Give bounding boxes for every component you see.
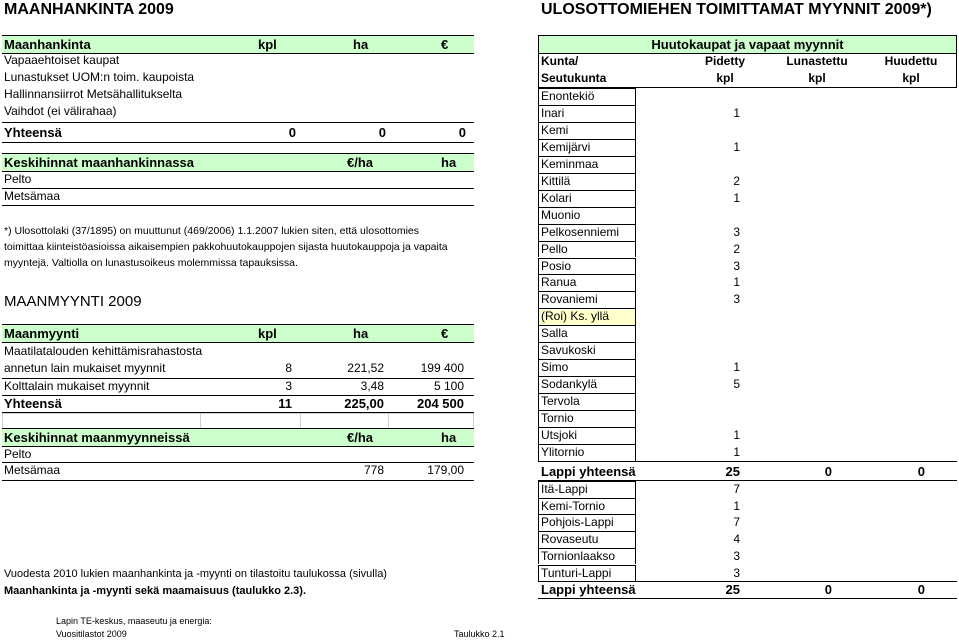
avg-myynti-row-label: Metsämaa: [4, 463, 61, 477]
footnote-line: *) Ulosottolaki (37/1895) on muuttunut (469/2006) 1.1.2007 lukien siten, että ulosottomies: [4, 225, 420, 237]
col-header-pidetty: Pidetty: [704, 54, 745, 68]
list-item-name: Kittilä: [541, 173, 571, 188]
list-item-name: Kemijärvi: [541, 139, 591, 154]
myynti-total-eur: 204 500: [417, 396, 464, 411]
list-item-name: Tervola: [541, 394, 580, 409]
huutokaupat-title: Huutokaupat ja vapaat myynnit: [651, 37, 844, 52]
myynti-row-ha: 221,52: [347, 361, 384, 375]
avg-hankinta-header-label: Keskihinnat maanhankinnassa: [4, 155, 195, 170]
hankinta-header-label: Maanhankinta: [4, 37, 91, 52]
list-item-pidetty: 1: [733, 190, 740, 205]
hankinta-header-ha: ha: [353, 37, 369, 52]
list-item-name: Posio: [541, 258, 572, 273]
footer-table-number: Taulukko 2.1: [454, 629, 505, 639]
list-item-name: Tornio: [541, 411, 574, 426]
list-item-name: Savukoski: [541, 343, 596, 358]
list-item-pidetty: 3: [733, 292, 740, 307]
hankinta-header-kpl: kpl: [258, 37, 277, 52]
list-item-pidetty: 1: [733, 444, 740, 459]
list-item-pidetty: 1: [733, 139, 740, 154]
col-header-huudettu-unit: kpl: [902, 71, 920, 85]
avg-myynti-row-ha: 179,00: [427, 463, 464, 477]
list-item-name: Keminmaa: [541, 156, 599, 171]
list-item-pidetty: 3: [733, 548, 740, 563]
list-item-name: Tunturi-Lappi: [541, 565, 612, 580]
myynti-total-label: Yhteensä: [4, 396, 62, 411]
list-item-pidetty: 4: [733, 532, 740, 547]
list-item-name: Rovaseutu: [541, 532, 599, 547]
list-item-name: Pohjois-Lappi: [541, 515, 614, 530]
list-item-pidetty: 3: [733, 224, 740, 239]
list-item-pidetty: 2: [733, 173, 740, 188]
list-item-pidetty: 1: [733, 275, 740, 290]
avg-hankinta-header-ha: ha: [441, 155, 457, 170]
hankinta-total-ha: 0: [378, 125, 386, 140]
list-item-name: Kemi-Tornio: [541, 498, 606, 513]
grid-line: [388, 413, 389, 429]
lappi-total2-bottom-border: [538, 598, 957, 599]
myynti-total-border: [2, 395, 474, 396]
huutokaupat-top-border: [538, 35, 957, 36]
col-header-kunta: Kunta/: [541, 54, 579, 68]
avg-myynti-row-eurha: 778: [363, 463, 384, 477]
hankinta-row-label: Lunastukset UOM:n toim. kaupoista: [4, 70, 195, 84]
right-table-right-border: [956, 35, 957, 88]
avg-myynti-header-eurha: €/ha: [347, 430, 374, 445]
avg-hankinta-row-label: Metsämaa: [4, 189, 61, 203]
grid-line: [2, 413, 3, 429]
grid-line: [473, 413, 474, 429]
list-item-name: Ylitornio: [541, 444, 585, 459]
myynti-row-kpl: 8: [285, 361, 292, 375]
myynti-total-ha: 225,00: [344, 396, 384, 411]
list-item-name: Enontekiö: [541, 89, 595, 103]
list-item-name: Pelkosenniemi: [541, 224, 620, 239]
grid-line: [300, 413, 301, 429]
grid-line: [2, 413, 474, 414]
col-header-huudettu: Huudettu: [884, 54, 938, 68]
col-header-pidetty-unit: kpl: [716, 71, 734, 85]
avg-hankinta-header-border: [2, 171, 474, 172]
list-item-name: Pello: [541, 241, 568, 256]
list-item-name: Kemi: [541, 122, 569, 137]
myynti-title: MAANMYYNTI 2009: [4, 293, 142, 310]
myynti-total-kpl: 11: [278, 396, 292, 411]
avg-myynti-header-label: Keskihinnat maanmyynneissä: [4, 430, 190, 445]
list-item-pidetty: 1: [733, 498, 740, 513]
list-item-pidetty: 7: [733, 482, 740, 496]
list-item-name: (Roi) Ks. yllä: [541, 309, 610, 324]
hankinta-total-border: [2, 122, 474, 123]
hankinta-row-label: Vaihdot (ei välirahaa): [4, 104, 117, 118]
lappi-total-pidetty: 25: [725, 464, 740, 479]
footer-org: Lapin TE-keskus, maaseutu ja energia:: [56, 616, 212, 626]
page-title-left: MAANHANKINTA 2009: [4, 1, 174, 18]
footnote-line: myyntejä. Valtiolla on lunastusoikeus molemmissa tapauksissa.: [4, 257, 298, 269]
avg-myynti-header-border: [2, 446, 474, 447]
footer-publication: Vuositilastot 2009: [56, 629, 127, 639]
footnote-line: toimittaa kiinteistöasioissa aikaisempien pakkohuutokauppojen sijasta huutokauppoja ja vapaita: [4, 241, 448, 253]
list-item-name: Simo: [541, 360, 569, 375]
grid-line: [200, 413, 201, 429]
avg-myynti-top-border: [2, 428, 474, 429]
myynti-header-border: [2, 342, 474, 343]
list-item-pidetty: 1: [733, 105, 740, 120]
myynti-header-eur: €: [441, 326, 449, 341]
myynti-row-label: Kolttalain mukaiset myynnit: [4, 379, 150, 393]
avg-myynti-row-border: [2, 462, 474, 463]
list-item-pidetty: 1: [733, 428, 740, 442]
col-header-lunastettu: Lunastettu: [786, 54, 848, 68]
list-item-name: Tornionlaakso: [541, 548, 616, 563]
list-item-name: Kolari: [541, 190, 572, 205]
myynti-header-label: Maanmyynti: [4, 326, 80, 341]
lappi-total-top-border: [538, 461, 957, 462]
list-item-name: Muonio: [541, 207, 581, 222]
hankinta-total-kpl: 0: [288, 125, 296, 140]
hankinta-total-label: Yhteensä: [4, 125, 62, 140]
list-item-pidetty: 1: [733, 360, 740, 375]
myynti-row-eur: 5 100: [433, 379, 464, 393]
avg-myynti-bottom-border: [2, 480, 474, 481]
avg-myynti-row-label: Pelto: [4, 447, 32, 461]
avg-hankinta-top-border: [2, 153, 474, 154]
lappi-total2-huudettu: 0: [917, 582, 925, 597]
avg-hankinta-row-label: Pelto: [4, 172, 32, 186]
list-item-pidetty: 3: [733, 258, 740, 273]
lappi-total-huudettu: 0: [917, 464, 925, 479]
avg-hankinta-bottom-border: [2, 205, 474, 206]
hankinta-top-border: [2, 35, 474, 36]
hankinta-row-label: Hallinnansiirrot Metsähallitukselta: [4, 87, 183, 101]
hankinta-bottom-border: [2, 142, 474, 143]
list-item-pidetty: 3: [733, 565, 740, 580]
page-title-right: ULOSOTTOMIEHEN TOIMITTAMAT MYYNNIT 2009*): [541, 1, 932, 18]
list-item-name: Rovaniemi: [541, 292, 598, 307]
myynti-row-label: annetun lain mukaiset myynnit: [4, 361, 166, 375]
col-header-lunastettu-unit: kpl: [808, 71, 826, 85]
lappi-total-label: Lappi yhteensä: [541, 464, 636, 479]
avg-myynti-header-ha: ha: [441, 430, 457, 445]
list-item-name: Ranua: [541, 275, 577, 290]
avg-hankinta-row-border: [2, 188, 474, 189]
myynti-row-eur: 199 400: [420, 361, 464, 375]
myynti-row-kpl: 3: [285, 379, 292, 393]
myynti-top-border: [2, 324, 474, 325]
avg-hankinta-header-eurha: €/ha: [347, 155, 374, 170]
list-item-name: Sodankylä: [541, 377, 598, 392]
list-item-name: Utsjoki: [541, 428, 578, 442]
list-item-pidetty: 7: [733, 515, 740, 530]
myynti-header-kpl: kpl: [258, 326, 277, 341]
list-item-pidetty: 2: [733, 241, 740, 256]
lappi-total2-label: Lappi yhteensä: [541, 582, 636, 597]
bottom-note-bold: Maanhankinta ja -myynti sekä maamaisuus (taulukko 2.3).: [4, 585, 306, 597]
right-table-left-border: [538, 35, 539, 88]
hankinta-row-label: Vapaaehtoiset kaupat: [4, 53, 120, 67]
lappi-total-lunastettu: 0: [824, 464, 832, 479]
myynti-row-ha: 3,48: [360, 379, 384, 393]
list-item-name: Inari: [541, 105, 565, 120]
myynti-header-ha: ha: [353, 326, 369, 341]
col-header-seutukunta: Seutukunta: [541, 71, 607, 85]
lappi-total2-pidetty: 25: [725, 582, 740, 597]
hankinta-header-eur: €: [441, 37, 449, 52]
bottom-note: Vuodesta 2010 lukien maanhankinta ja -myynti on tilastoitu taulukossa (sivulla): [4, 568, 387, 580]
list-item-pidetty: 5: [733, 377, 740, 392]
list-item-name: Salla: [541, 326, 568, 341]
hankinta-total-eur: 0: [458, 125, 466, 140]
list-item-name: Itä-Lappi: [541, 482, 588, 496]
myynti-group-label: Maatilatalouden kehittämisrahastosta: [4, 344, 203, 358]
lappi-total2-lunastettu: 0: [824, 582, 832, 597]
